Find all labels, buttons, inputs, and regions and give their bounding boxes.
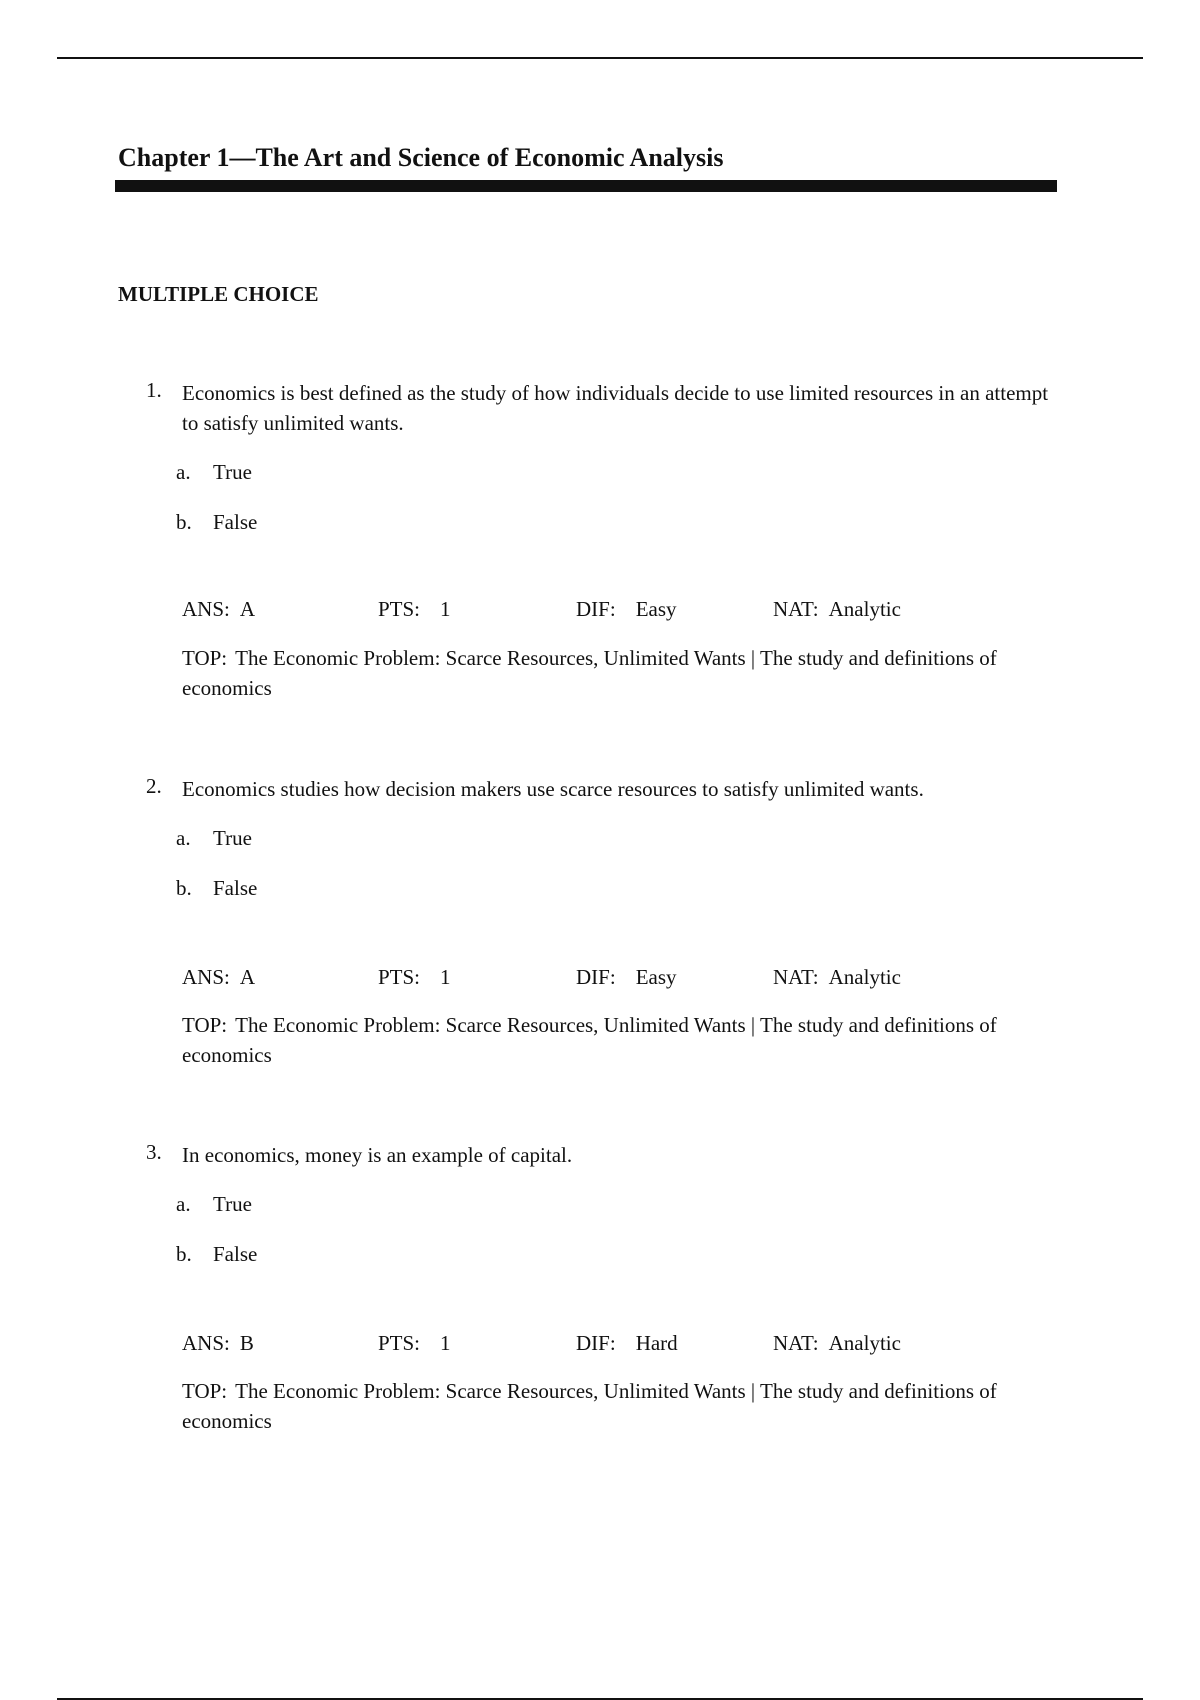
pts-field — [378, 597, 451, 622]
dif-value: Hard — [635, 1331, 678, 1355]
option-text: True — [213, 826, 252, 850]
ans-label: ANS: — [182, 965, 230, 989]
top-label: TOP: — [182, 646, 228, 670]
pts-field — [378, 965, 451, 990]
option-text: False — [213, 1242, 258, 1266]
question-number: 2. — [146, 774, 162, 798]
option-b — [176, 1242, 257, 1267]
dif-label: DIF: — [576, 1331, 616, 1355]
dif-value: Easy — [635, 597, 677, 621]
question-number: 1. — [146, 378, 162, 402]
nat-label: NAT: — [773, 965, 819, 989]
pts-value: 1 — [440, 1331, 451, 1355]
option-a — [176, 460, 252, 485]
option-letter: a. — [176, 1192, 191, 1216]
chapter-title: Chapter 1—The Art and Science of Economic Analysis — [118, 143, 724, 172]
question-number: 3. — [146, 1140, 162, 1164]
pts-field — [378, 1331, 451, 1356]
nat-value: Analytic — [828, 965, 901, 989]
nat-field — [773, 1331, 901, 1356]
top-value: The Economic Problem: Scarce Resources, Unlimited Wants | The study and definitions of economics — [182, 646, 997, 700]
ans-label: ANS: — [182, 1331, 230, 1355]
question-text: In economics, money is an example of capital. — [182, 1143, 573, 1167]
question-text: Economics studies how decision makers use scarce resources to satisfy unlimited wants. — [182, 777, 924, 801]
nat-label: NAT: — [773, 597, 819, 621]
pts-label: PTS: — [378, 1331, 421, 1355]
top-label: TOP: — [182, 1013, 228, 1037]
pts-value: 1 — [440, 597, 451, 621]
nat-field — [773, 965, 901, 990]
answer-meta-row — [182, 597, 1082, 627]
nat-value: Analytic — [828, 597, 901, 621]
ans-value: B — [239, 1331, 254, 1355]
topic-row — [182, 1376, 1062, 1436]
option-letter: a. — [176, 460, 191, 484]
dif-field — [576, 597, 677, 622]
pts-value: 1 — [440, 965, 451, 989]
ans-label: ANS: — [182, 597, 230, 621]
answer-meta-row — [182, 965, 1082, 995]
ans-value: A — [239, 597, 256, 621]
option-letter: b. — [176, 1242, 192, 1266]
option-text: False — [213, 876, 258, 900]
header-rule — [57, 57, 1143, 59]
option-letter: b. — [176, 876, 192, 900]
pts-label: PTS: — [378, 597, 421, 621]
dif-label: DIF: — [576, 597, 616, 621]
nat-field — [773, 597, 901, 622]
dif-value: Easy — [635, 965, 677, 989]
answer-meta-row — [182, 1331, 1082, 1361]
top-label: TOP: — [182, 1379, 228, 1403]
option-a — [176, 1192, 252, 1217]
option-b — [176, 876, 257, 901]
dif-field — [576, 1331, 678, 1356]
nat-label: NAT: — [773, 1331, 819, 1355]
option-text: True — [213, 460, 252, 484]
section-heading: MULTIPLE CHOICE — [118, 282, 319, 306]
option-letter: a. — [176, 826, 191, 850]
option-b — [176, 510, 257, 535]
option-text: True — [213, 1192, 252, 1216]
option-a — [176, 826, 252, 851]
dif-label: DIF: — [576, 965, 616, 989]
pts-label: PTS: — [378, 965, 421, 989]
ans-field — [182, 965, 255, 990]
option-letter: b. — [176, 510, 192, 534]
question-text: Economics is best defined as the study of how individuals decide to use limited resources in an attempt to satisfy unlimited wants. — [182, 381, 1049, 435]
topic-row — [182, 643, 1062, 703]
ans-value: A — [239, 965, 256, 989]
topic-row — [182, 1010, 1062, 1070]
ans-field — [182, 597, 255, 622]
dif-field — [576, 965, 677, 990]
option-text: False — [213, 510, 258, 534]
nat-value: Analytic — [828, 1331, 901, 1355]
top-value: The Economic Problem: Scarce Resources, Unlimited Wants | The study and definitions of economics — [182, 1013, 997, 1067]
chapter-title-underline — [115, 180, 1057, 192]
top-value: The Economic Problem: Scarce Resources, Unlimited Wants | The study and definitions of economics — [182, 1379, 997, 1433]
ans-field — [182, 1331, 254, 1356]
